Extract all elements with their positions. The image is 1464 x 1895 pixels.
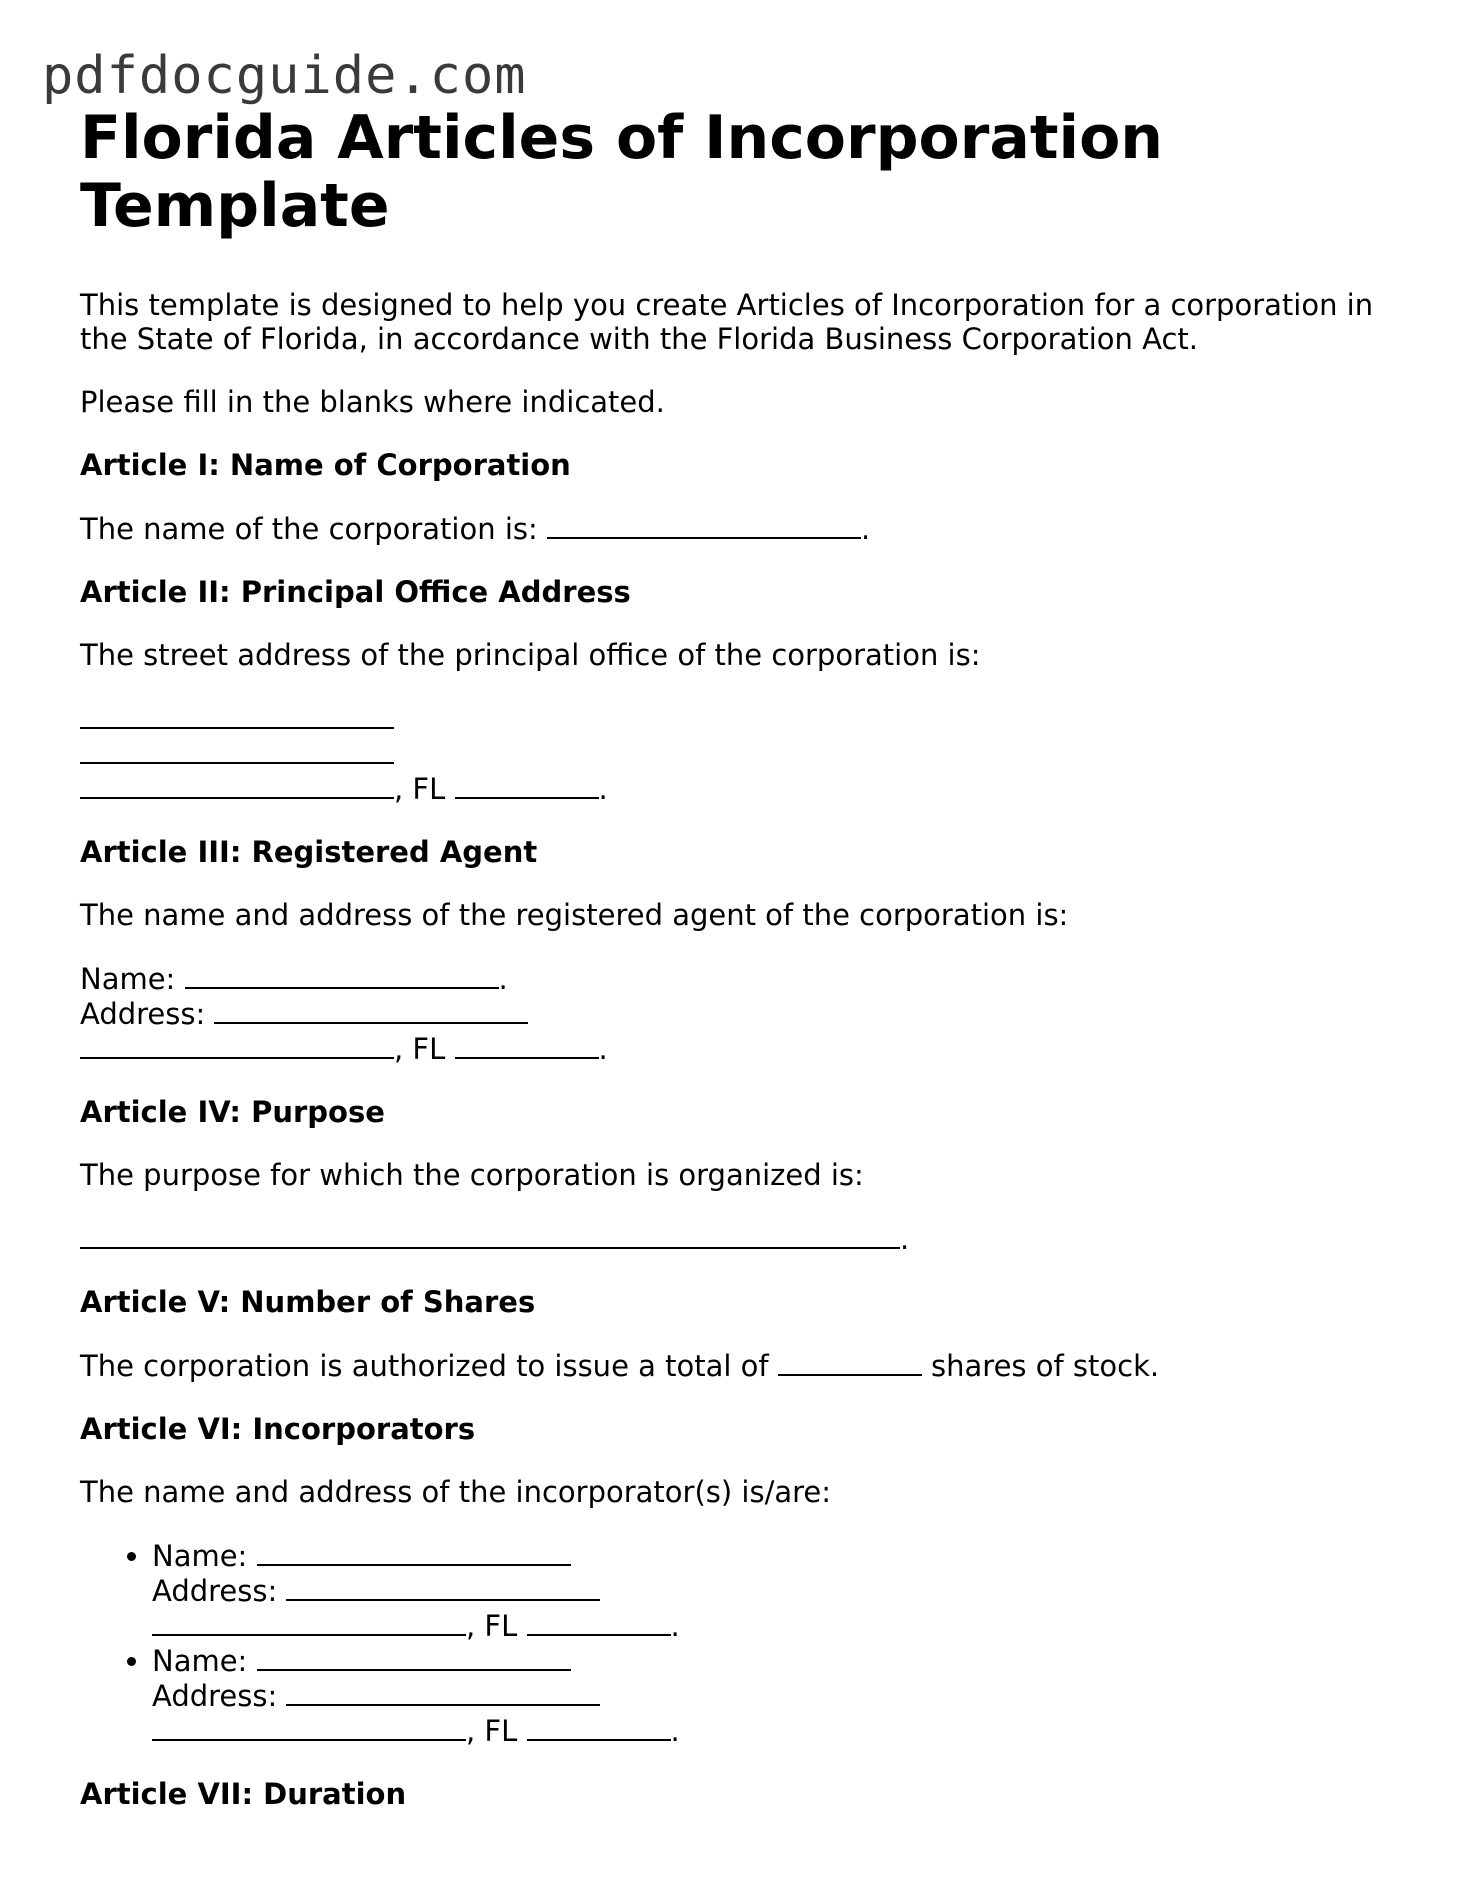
address-line-2 <box>80 736 1400 771</box>
incorporator-address-blank[interactable] <box>286 1573 600 1601</box>
article-2-end: . <box>598 772 608 806</box>
street-line-2-blank[interactable] <box>80 736 394 764</box>
incorporator-name-blank[interactable] <box>257 1538 571 1566</box>
article-1-text <box>80 511 1400 546</box>
agent-city-blank[interactable] <box>80 1031 394 1059</box>
site-watermark: pdfdocguide.com <box>42 46 527 106</box>
intro-paragraph: This template is designed to help you create Articles of Incorporation for a corporation in the State of Florida, in accordance with the Florida Business Corporation Act. <box>80 288 1374 356</box>
incorporator-zip-blank[interactable] <box>527 1608 671 1636</box>
article-4-heading: Article IV: Purpose <box>80 1095 385 1129</box>
article-5-text <box>80 1348 1400 1383</box>
incorporator-name-blank[interactable] <box>257 1643 571 1671</box>
shares-text-after: shares of stock. <box>931 1349 1160 1383</box>
article-3-text: The name and address of the registered agent of the corporation is: <box>80 898 1069 932</box>
address-line-1 <box>80 701 1400 736</box>
agent-address-label: Address: <box>80 997 206 1031</box>
shares-text-before: The corporation is authorized to issue a total of <box>80 1349 769 1383</box>
purpose-blank[interactable] <box>80 1221 900 1249</box>
article-6-text: The name and address of the incorporator(s) is/are: <box>80 1475 832 1509</box>
agent-name-line <box>80 961 1400 996</box>
incorporator-state-label: , FL <box>466 1714 518 1748</box>
incorporator-state-label: , FL <box>466 1609 518 1643</box>
city-blank[interactable] <box>80 771 394 799</box>
purpose-line <box>80 1221 1400 1256</box>
agent-city-end: . <box>598 1032 608 1066</box>
principal-address-block <box>80 701 1400 806</box>
agent-name-label: Name: <box>80 962 176 996</box>
agent-address-blank[interactable] <box>214 996 528 1024</box>
article-1-heading: Article I: Name of Corporation <box>80 448 571 482</box>
article-2-text: The street address of the principal office of the corporation is: <box>80 638 981 672</box>
agent-address-line <box>80 996 1400 1031</box>
article-4-end: . <box>900 1222 910 1256</box>
corporation-name-blank[interactable] <box>547 511 861 539</box>
list-item <box>152 1643 1400 1748</box>
street-line-1-blank[interactable] <box>80 701 394 729</box>
agent-city-line <box>80 1031 1400 1066</box>
agent-state-label: , FL <box>394 1032 446 1066</box>
list-item <box>152 1538 1400 1643</box>
incorporator-name-label: Name: <box>152 1539 248 1573</box>
incorporator-address-label: Address: <box>152 1679 278 1713</box>
incorporator-list <box>80 1538 1400 1748</box>
incorporator-address-blank[interactable] <box>286 1678 600 1706</box>
agent-name-blank[interactable] <box>185 961 499 989</box>
incorporator-address-label: Address: <box>152 1574 278 1608</box>
article-5-heading: Article V: Number of Shares <box>80 1285 536 1319</box>
page-title: Florida Articles of Incorporation Template <box>80 103 1164 241</box>
incorporator-city-blank[interactable] <box>152 1713 466 1741</box>
article-1-label: The name of the corporation is: <box>80 512 538 546</box>
incorporator-city-blank[interactable] <box>152 1608 466 1636</box>
agent-name-end: . <box>498 962 508 996</box>
shares-count-blank[interactable] <box>778 1348 922 1376</box>
zip-blank[interactable] <box>455 771 599 799</box>
incorporator-name-label: Name: <box>152 1644 248 1678</box>
state-label: , FL <box>394 772 446 806</box>
incorporator-zip-blank[interactable] <box>527 1713 671 1741</box>
incorporator-end: . <box>670 1609 680 1643</box>
article-3-heading: Article III: Registered Agent <box>80 835 538 869</box>
article-1-end: . <box>860 512 871 546</box>
article-7-heading: Article VII: Duration <box>80 1777 407 1811</box>
document-page <box>80 104 1400 1811</box>
incorporator-end: . <box>670 1714 680 1748</box>
fill-instruction: Please fill in the blanks where indicated. <box>80 385 665 419</box>
article-2-heading: Article II: Principal Office Address <box>80 575 631 609</box>
article-6-heading: Article VI: Incorporators <box>80 1412 476 1446</box>
article-4-text: The purpose for which the corporation is organized is: <box>80 1158 864 1192</box>
agent-zip-blank[interactable] <box>455 1031 599 1059</box>
address-line-3 <box>80 771 1400 806</box>
registered-agent-block <box>80 961 1400 1066</box>
